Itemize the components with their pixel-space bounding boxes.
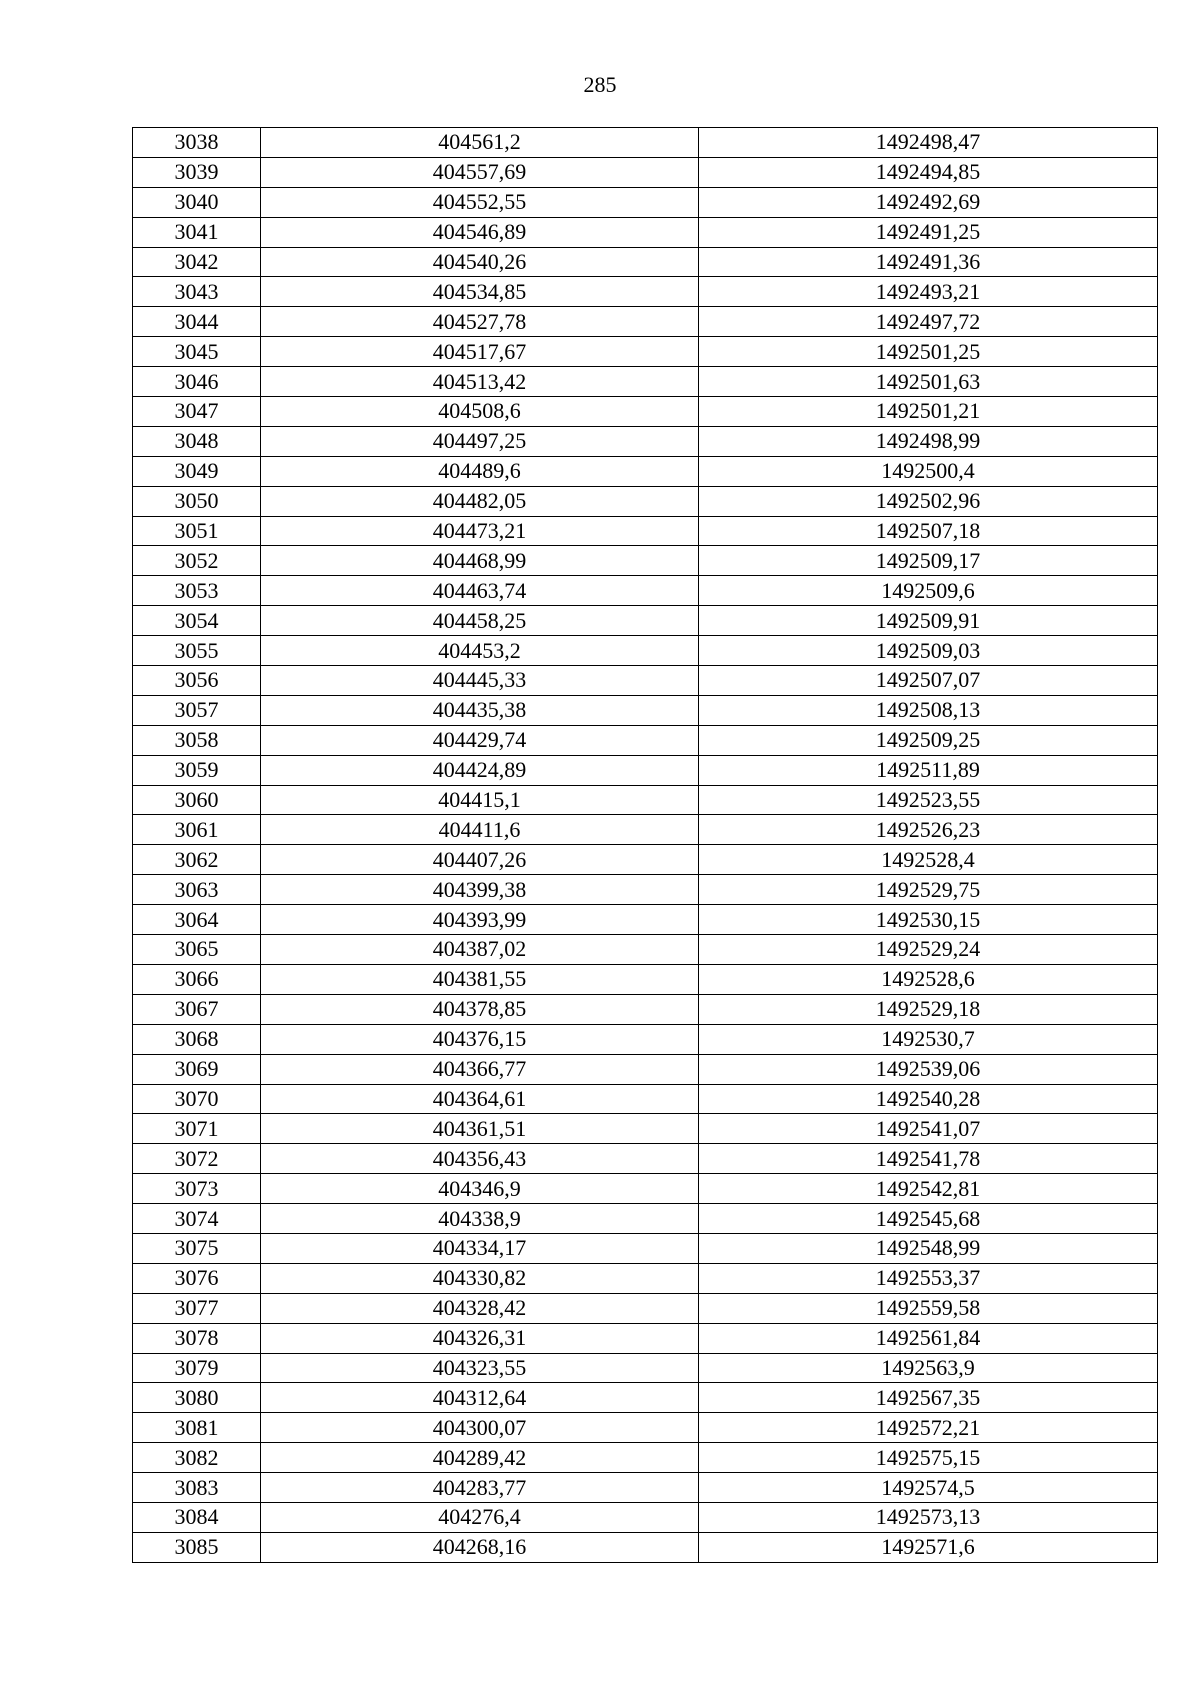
table-row	[133, 994, 1158, 1024]
table-row	[133, 128, 1158, 158]
table-row	[133, 1054, 1158, 1084]
x-coordinate-cell: 404300,07	[261, 1413, 699, 1443]
x-coordinate-cell: 404473,21	[261, 516, 699, 546]
table-row	[133, 1443, 1158, 1473]
point-number-cell: 3050	[133, 486, 261, 516]
x-coordinate-cell: 404497,25	[261, 426, 699, 456]
point-number-cell: 3069	[133, 1054, 261, 1084]
x-coordinate-cell: 404517,67	[261, 337, 699, 367]
point-number-cell: 3047	[133, 397, 261, 427]
point-number-cell: 3081	[133, 1413, 261, 1443]
point-number-cell: 3043	[133, 277, 261, 307]
point-number-cell: 3039	[133, 157, 261, 187]
point-number-cell: 3045	[133, 337, 261, 367]
point-number-cell: 3083	[133, 1473, 261, 1503]
x-coordinate-cell: 404429,74	[261, 725, 699, 755]
table-row	[133, 1293, 1158, 1323]
point-number-cell: 3062	[133, 845, 261, 875]
coordinates-table-body	[133, 128, 1158, 1563]
y-coordinate-cell: 1492559,58	[699, 1293, 1158, 1323]
table-row	[133, 1353, 1158, 1383]
point-number-cell: 3042	[133, 247, 261, 277]
table-row	[133, 456, 1158, 486]
table-row	[133, 785, 1158, 815]
y-coordinate-cell: 1492509,03	[699, 636, 1158, 666]
point-number-cell: 3067	[133, 994, 261, 1024]
y-coordinate-cell: 1492501,21	[699, 397, 1158, 427]
point-number-cell: 3053	[133, 576, 261, 606]
table-row	[133, 1502, 1158, 1532]
y-coordinate-cell: 1492567,35	[699, 1383, 1158, 1413]
x-coordinate-cell: 404561,2	[261, 128, 699, 158]
point-number-cell: 3072	[133, 1144, 261, 1174]
y-coordinate-cell: 1492539,06	[699, 1054, 1158, 1084]
table-row	[133, 636, 1158, 666]
y-coordinate-cell: 1492509,17	[699, 546, 1158, 576]
y-coordinate-cell: 1492545,68	[699, 1204, 1158, 1234]
x-coordinate-cell: 404489,6	[261, 456, 699, 486]
point-number-cell: 3040	[133, 187, 261, 217]
x-coordinate-cell: 404540,26	[261, 247, 699, 277]
x-coordinate-cell: 404527,78	[261, 307, 699, 337]
table-row	[133, 695, 1158, 725]
y-coordinate-cell: 1492492,69	[699, 187, 1158, 217]
x-coordinate-cell: 404376,15	[261, 1024, 699, 1054]
table-row	[133, 217, 1158, 247]
x-coordinate-cell: 404557,69	[261, 157, 699, 187]
x-coordinate-cell: 404283,77	[261, 1473, 699, 1503]
x-coordinate-cell: 404334,17	[261, 1233, 699, 1263]
table-row	[133, 905, 1158, 935]
point-number-cell: 3079	[133, 1353, 261, 1383]
y-coordinate-cell: 1492498,99	[699, 426, 1158, 456]
y-coordinate-cell: 1492509,6	[699, 576, 1158, 606]
point-number-cell: 3084	[133, 1502, 261, 1532]
x-coordinate-cell: 404346,9	[261, 1174, 699, 1204]
table-row	[133, 546, 1158, 576]
x-coordinate-cell: 404463,74	[261, 576, 699, 606]
x-coordinate-cell: 404366,77	[261, 1054, 699, 1084]
x-coordinate-cell: 404328,42	[261, 1293, 699, 1323]
x-coordinate-cell: 404552,55	[261, 187, 699, 217]
table-row	[133, 247, 1158, 277]
y-coordinate-cell: 1492493,21	[699, 277, 1158, 307]
point-number-cell: 3068	[133, 1024, 261, 1054]
y-coordinate-cell: 1492553,37	[699, 1263, 1158, 1293]
y-coordinate-cell: 1492491,36	[699, 247, 1158, 277]
y-coordinate-cell: 1492561,84	[699, 1323, 1158, 1353]
y-coordinate-cell: 1492497,72	[699, 307, 1158, 337]
table-row	[133, 426, 1158, 456]
table-row	[133, 1084, 1158, 1114]
x-coordinate-cell: 404268,16	[261, 1532, 699, 1562]
y-coordinate-cell: 1492571,6	[699, 1532, 1158, 1562]
point-number-cell: 3052	[133, 546, 261, 576]
y-coordinate-cell: 1492530,15	[699, 905, 1158, 935]
x-coordinate-cell: 404387,02	[261, 935, 699, 965]
x-coordinate-cell: 404338,9	[261, 1204, 699, 1234]
table-row	[133, 1263, 1158, 1293]
table-row	[133, 666, 1158, 696]
y-coordinate-cell: 1492494,85	[699, 157, 1158, 187]
x-coordinate-cell: 404393,99	[261, 905, 699, 935]
table-row	[133, 516, 1158, 546]
point-number-cell: 3059	[133, 755, 261, 785]
x-coordinate-cell: 404356,43	[261, 1144, 699, 1174]
y-coordinate-cell: 1492548,99	[699, 1233, 1158, 1263]
point-number-cell: 3056	[133, 666, 261, 696]
y-coordinate-cell: 1492573,13	[699, 1502, 1158, 1532]
point-number-cell: 3078	[133, 1323, 261, 1353]
point-number-cell: 3074	[133, 1204, 261, 1234]
table-row	[133, 1024, 1158, 1054]
y-coordinate-cell: 1492572,21	[699, 1413, 1158, 1443]
y-coordinate-cell: 1492501,63	[699, 367, 1158, 397]
x-coordinate-cell: 404445,33	[261, 666, 699, 696]
point-number-cell: 3038	[133, 128, 261, 158]
table-row	[133, 397, 1158, 427]
point-number-cell: 3044	[133, 307, 261, 337]
x-coordinate-cell: 404407,26	[261, 845, 699, 875]
point-number-cell: 3058	[133, 725, 261, 755]
y-coordinate-cell: 1492526,23	[699, 815, 1158, 845]
x-coordinate-cell: 404361,51	[261, 1114, 699, 1144]
point-number-cell: 3075	[133, 1233, 261, 1263]
y-coordinate-cell: 1492541,78	[699, 1144, 1158, 1174]
table-row	[133, 845, 1158, 875]
point-number-cell: 3049	[133, 456, 261, 486]
point-number-cell: 3048	[133, 426, 261, 456]
table-row	[133, 755, 1158, 785]
x-coordinate-cell: 404326,31	[261, 1323, 699, 1353]
table-row	[133, 815, 1158, 845]
x-coordinate-cell: 404508,6	[261, 397, 699, 427]
y-coordinate-cell: 1492529,24	[699, 935, 1158, 965]
point-number-cell: 3082	[133, 1443, 261, 1473]
y-coordinate-cell: 1492511,89	[699, 755, 1158, 785]
table-row	[133, 337, 1158, 367]
point-number-cell: 3046	[133, 367, 261, 397]
point-number-cell: 3070	[133, 1084, 261, 1114]
table-row	[133, 1233, 1158, 1263]
point-number-cell: 3064	[133, 905, 261, 935]
table-row	[133, 1383, 1158, 1413]
y-coordinate-cell: 1492530,7	[699, 1024, 1158, 1054]
x-coordinate-cell: 404468,99	[261, 546, 699, 576]
x-coordinate-cell: 404513,42	[261, 367, 699, 397]
y-coordinate-cell: 1492575,15	[699, 1443, 1158, 1473]
y-coordinate-cell: 1492501,25	[699, 337, 1158, 367]
table-row	[133, 1144, 1158, 1174]
x-coordinate-cell: 404399,38	[261, 875, 699, 905]
y-coordinate-cell: 1492542,81	[699, 1174, 1158, 1204]
point-number-cell: 3076	[133, 1263, 261, 1293]
x-coordinate-cell: 404411,6	[261, 815, 699, 845]
x-coordinate-cell: 404312,64	[261, 1383, 699, 1413]
x-coordinate-cell: 404415,1	[261, 785, 699, 815]
x-coordinate-cell: 404276,4	[261, 1502, 699, 1532]
point-number-cell: 3051	[133, 516, 261, 546]
y-coordinate-cell: 1492528,4	[699, 845, 1158, 875]
x-coordinate-cell: 404424,89	[261, 755, 699, 785]
x-coordinate-cell: 404534,85	[261, 277, 699, 307]
point-number-cell: 3066	[133, 964, 261, 994]
y-coordinate-cell: 1492502,96	[699, 486, 1158, 516]
x-coordinate-cell: 404378,85	[261, 994, 699, 1024]
page-number: 285	[583, 72, 617, 97]
x-coordinate-cell: 404381,55	[261, 964, 699, 994]
y-coordinate-cell: 1492507,18	[699, 516, 1158, 546]
y-coordinate-cell: 1492529,75	[699, 875, 1158, 905]
table-row	[133, 875, 1158, 905]
y-coordinate-cell: 1492491,25	[699, 217, 1158, 247]
y-coordinate-cell: 1492523,55	[699, 785, 1158, 815]
x-coordinate-cell: 404364,61	[261, 1084, 699, 1114]
y-coordinate-cell: 1492498,47	[699, 128, 1158, 158]
point-number-cell: 3060	[133, 785, 261, 815]
table-row	[133, 576, 1158, 606]
point-number-cell: 3057	[133, 695, 261, 725]
y-coordinate-cell: 1492509,91	[699, 606, 1158, 636]
table-row	[133, 725, 1158, 755]
point-number-cell: 3077	[133, 1293, 261, 1323]
table-row	[133, 935, 1158, 965]
y-coordinate-cell: 1492500,4	[699, 456, 1158, 486]
x-coordinate-cell: 404546,89	[261, 217, 699, 247]
table-row	[133, 277, 1158, 307]
y-coordinate-cell: 1492509,25	[699, 725, 1158, 755]
y-coordinate-cell: 1492540,28	[699, 1084, 1158, 1114]
table-row	[133, 1174, 1158, 1204]
point-number-cell: 3055	[133, 636, 261, 666]
point-number-cell: 3061	[133, 815, 261, 845]
x-coordinate-cell: 404453,2	[261, 636, 699, 666]
table-row	[133, 606, 1158, 636]
point-number-cell: 3054	[133, 606, 261, 636]
table-row	[133, 486, 1158, 516]
x-coordinate-cell: 404435,38	[261, 695, 699, 725]
point-number-cell: 3085	[133, 1532, 261, 1562]
table-row	[133, 1532, 1158, 1562]
point-number-cell: 3071	[133, 1114, 261, 1144]
point-number-cell: 3041	[133, 217, 261, 247]
table-row	[133, 1473, 1158, 1503]
table-row	[133, 1323, 1158, 1353]
y-coordinate-cell: 1492528,6	[699, 964, 1158, 994]
x-coordinate-cell: 404330,82	[261, 1263, 699, 1293]
x-coordinate-cell: 404482,05	[261, 486, 699, 516]
x-coordinate-cell: 404289,42	[261, 1443, 699, 1473]
table-row	[133, 1204, 1158, 1234]
table-row	[133, 367, 1158, 397]
x-coordinate-cell: 404323,55	[261, 1353, 699, 1383]
point-number-cell: 3063	[133, 875, 261, 905]
table-row	[133, 187, 1158, 217]
y-coordinate-cell: 1492507,07	[699, 666, 1158, 696]
point-number-cell: 3065	[133, 935, 261, 965]
table-row	[133, 307, 1158, 337]
table-row	[133, 964, 1158, 994]
y-coordinate-cell: 1492529,18	[699, 994, 1158, 1024]
table-row	[133, 157, 1158, 187]
y-coordinate-cell: 1492574,5	[699, 1473, 1158, 1503]
x-coordinate-cell: 404458,25	[261, 606, 699, 636]
y-coordinate-cell: 1492508,13	[699, 695, 1158, 725]
y-coordinate-cell: 1492541,07	[699, 1114, 1158, 1144]
table-row	[133, 1114, 1158, 1144]
coordinates-table	[132, 127, 1158, 1563]
table-row	[133, 1413, 1158, 1443]
point-number-cell: 3080	[133, 1383, 261, 1413]
point-number-cell: 3073	[133, 1174, 261, 1204]
y-coordinate-cell: 1492563,9	[699, 1353, 1158, 1383]
